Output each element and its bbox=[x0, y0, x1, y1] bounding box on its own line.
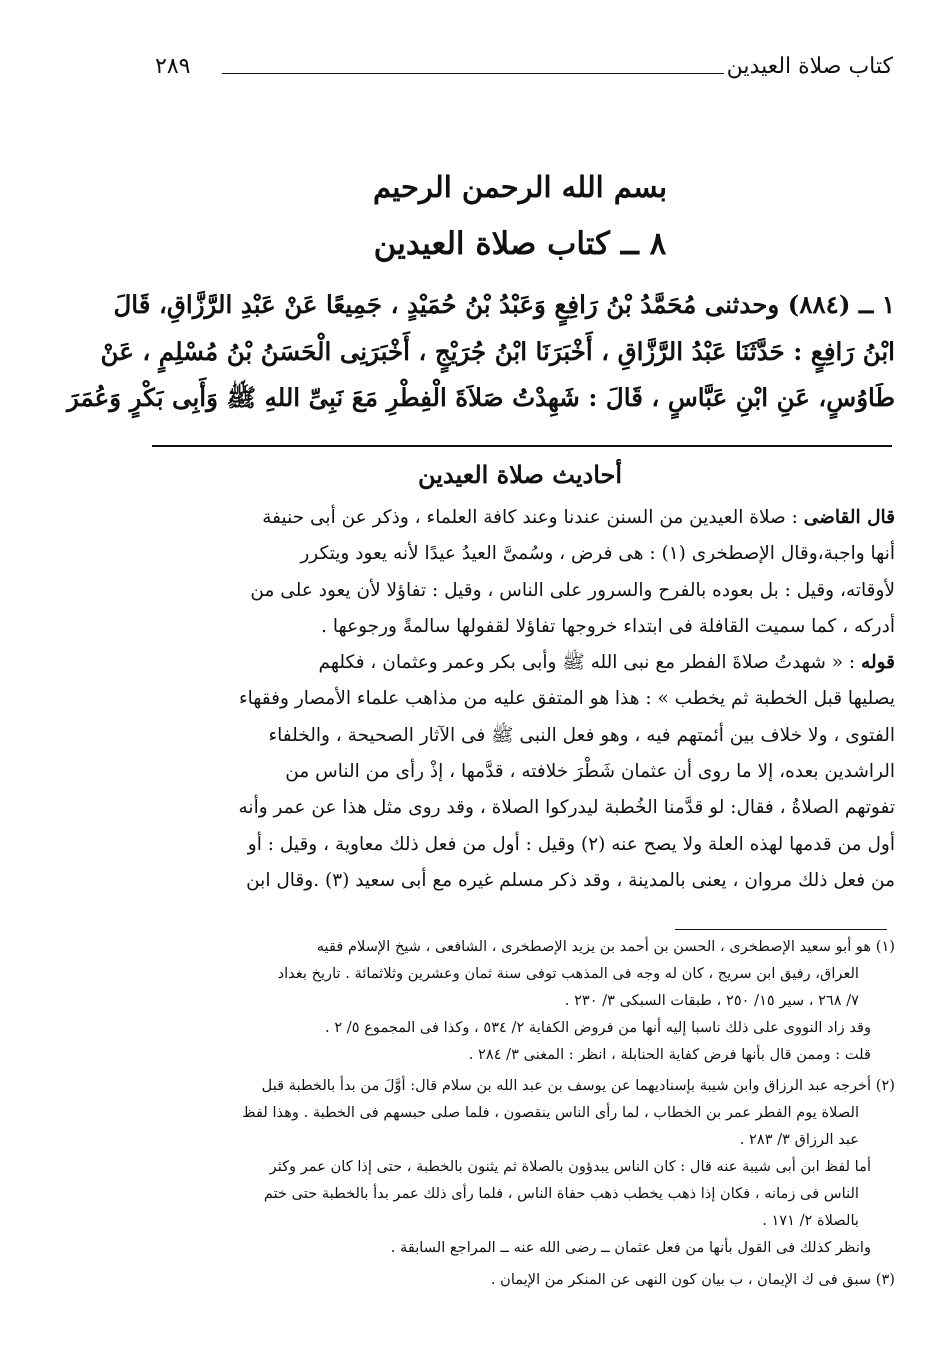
hadith-text bbox=[66, 282, 895, 422]
footnote-line: العراق، رفيق ابن سريج ، كان له وجه فى المذهب توفى سنة ثمان وعشرين وثلاثمائة . تاريخ بغداد bbox=[277, 964, 859, 982]
footnote-line: بالصلاة ٢/ ١٧١ . bbox=[762, 1211, 859, 1229]
running-title: كتاب صلاة العيدين bbox=[726, 54, 893, 79]
commentary-text-span: أدركه ، كما سميت القافلة فى ابتداء خروجها تفاؤلا لقفولها سالمةً ورجوعها . bbox=[321, 615, 895, 637]
commentary-text-span: لأوقاته، وقيل : بل بعوده بالفرح والسرور على الناس ، وقيل : تفاؤلا لأن يعود على من bbox=[250, 579, 895, 601]
commentary-line bbox=[155, 573, 895, 609]
footnote-line: (٢) أخرجه عبد الرزاق وابن شيبة بإسناديهما عن يوسف بن عبد الله بن سلام قال: أوَّلَ من بدأ بالخطبة قبل bbox=[261, 1077, 895, 1095]
footnote-line: الناس فى زمانه ، فكان إذا ذهب يخطب ذهب حفاة الناس ، فلما رأى ذلك عمر بدأ بالخطبة حتى ختم bbox=[263, 1185, 859, 1203]
commentary-line bbox=[155, 681, 895, 717]
commentary-line bbox=[155, 827, 895, 863]
commentary-text bbox=[155, 500, 895, 899]
commentary-text-span: : « شهدتُ صلاةَ الفطر مع نبى الله ﷺ وأبى بكر وعمر وعثمان ، فكلهم bbox=[318, 652, 862, 674]
commentary-line bbox=[155, 863, 895, 899]
hadith-line: طَاوُسٍ، عَنِ ابْنِ عَبَّاسٍ ، قَالَ : شَهِدْتُ صَلاَةَ الْفِطْرِ مَعَ نَبِىِّ اللهِ ﷺ وَأَبِى بَكْرٍ وَعُمَرَ bbox=[66, 383, 895, 413]
commentary-text-span: الفتوى ، ولا خلاف بين أئمتهم فيه ، وهو فعل النبى ﷺ فى الآثار الصحيحة ، والخلفاء bbox=[268, 724, 895, 746]
footnote-line: عبد الرزاق ٣/ ٢٨٣ . bbox=[739, 1131, 859, 1149]
commentary-lead: قوله bbox=[861, 652, 895, 674]
commentary-line bbox=[155, 609, 895, 645]
footnote-line: ٧/ ٢٦٨ ، سير ١٥/ ٢٥٠ ، طبقات السبكى ٣/ ٢٣٠ . bbox=[564, 991, 859, 1009]
commentary-lead: قال القاضى bbox=[803, 507, 895, 528]
commentary-text-span: : صلاة العيدين من السنن عندنا وعند كافة العلماء ، وذكر عن أبى حنيفة bbox=[262, 507, 804, 528]
commentary-text-span: الراشدين بعده، إلا ما روى أن عثمان شَطْرَ خلافته ، قدَّمها ، إذْ رأى من الناس من bbox=[285, 761, 895, 783]
header-rule bbox=[222, 73, 724, 74]
commentary-line bbox=[155, 718, 895, 754]
footnote-line: وانظر كذلك فى القول بأنها من فعل عثمان ــ رضى الله عنه ــ المراجع السابقة . bbox=[390, 1238, 871, 1256]
commentary-text-span: يصليها قبل الخطبة ثم يخطب » : هذا هو المتفق عليه من مذاهب علماء الأمصار وفقهاء bbox=[238, 688, 895, 710]
basmala: بسم الله الرحمن الرحيم bbox=[372, 170, 668, 204]
footnote-line: (١) هو أبو سعيد الإصطخرى ، الحسن بن أحمد بن يزيد الإصطخرى ، الشافعى ، شيخ الإسلام فقيه bbox=[316, 938, 895, 955]
footnote-line: أما لفظ ابن أبى شيبة عنه قال : كان الناس يبدؤون بالصلاة ثم يثنون بالخطبة ، حتى إذا كان عمر وكثر bbox=[269, 1158, 871, 1176]
footnotes bbox=[153, 934, 895, 1294]
book-title: ٨ ــ كتاب صلاة العيدين bbox=[373, 226, 667, 262]
footnote-line: قلت : وممن قال بأنها فرض كفاية الحنابلة ، انظر : المغنى ٣/ ٢٨٤ . bbox=[468, 1045, 871, 1063]
commentary-text-span: تفوتهم الصلاةُ ، فقال: لو قدَّمنا الخُطبة ليدركوا الصلاة ، وقد روى مثل هذا عن عمر وأنه bbox=[238, 797, 895, 819]
commentary-line bbox=[155, 536, 895, 572]
commentary-line bbox=[155, 790, 895, 826]
commentary-line bbox=[155, 500, 895, 536]
commentary-line bbox=[155, 645, 895, 681]
hadith-line: ١ ــ (٨٨٤) وحدثنى مُحَمَّدُ بْنُ رَافِعٍ وَعَبْدُ بْنُ حُمَيْدٍ ، جَمِيعًا عَنْ عَبْدِ الرَّزَّاقِ، قَالَ bbox=[113, 290, 895, 319]
section-title: أحاديث صلاة العيدين bbox=[417, 460, 623, 489]
section-divider bbox=[152, 445, 892, 447]
footnote-divider bbox=[675, 929, 887, 930]
page-number: ٢٨٩ bbox=[155, 54, 191, 79]
footnote-line: وقد زاد النووى على ذلك ناسبا إليه أنها من فروض الكفاية ٢/ ٥٣٤ ، وكذا فى المجموع ٥/ ٢ . bbox=[325, 1018, 871, 1036]
footnote-line: (٣) سبق فى ك الإيمان ، ب بيان كون النهى عن المنكر من الإيمان . bbox=[490, 1270, 895, 1288]
commentary-text-span: أول من قدمها لهذه العلة ولا يصح عنه (٢) وقيل : أول من فعل ذلك معاوية ، وقيل : أو bbox=[247, 833, 895, 855]
footnote-line: الصلاة يوم الفطر عمر بن الخطاب ، لما رأى الناس ينقصون ، فلما صلى حبسهم فى الخطبة . وهذا لفظ bbox=[242, 1104, 859, 1122]
hadith-line: ابْنُ رَافِعٍ : حَدَّثَنَا عَبْدُ الرَّزَّاقِ ، أَخْبَرَنَا ابْنُ جُرَيْجٍ ، أَخْبَرَنِى الْحَسَنُ بْنُ مُسْلِمٍ ، عَنْ bbox=[100, 336, 895, 366]
commentary-text-span: أنها واجبة،وقال الإصطخرى (١) : هى فرض ، وسُمىَّ العيدُ عيدًا لأنه يعود ويتكرر bbox=[300, 543, 895, 565]
commentary-text-span: من فعل ذلك مروان ، يعنى بالمدينة ، وقد ذكر مسلم غيره مع أبى سعيد (٣) .وقال ابن bbox=[246, 869, 895, 891]
commentary-line bbox=[155, 754, 895, 790]
